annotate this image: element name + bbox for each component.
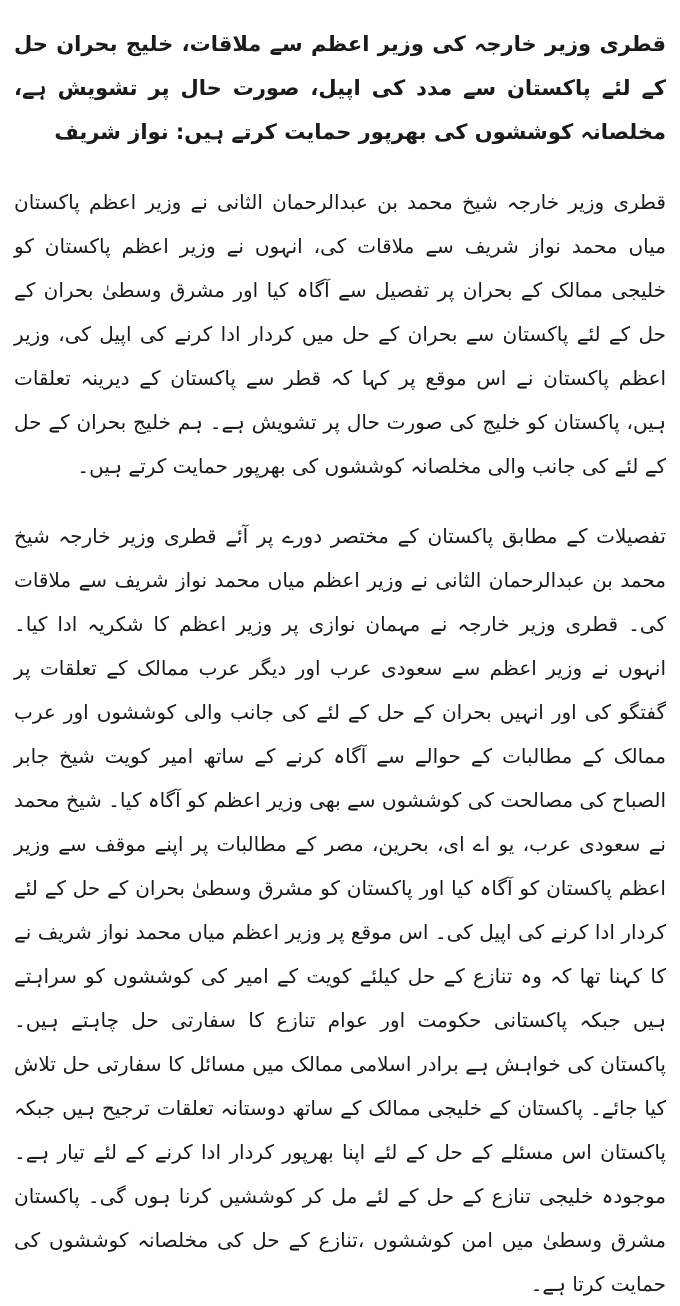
- article-headline: قطری وزیر خارجہ کی وزیر اعظم سے ملاقات، خلیج بحران حل کے لئے پاکستان سے مدد کی اپیل، صورت حال پر تشویش ہے، مخلصانہ کوششوں کی بھرپور حمایت کرتے ہیں: نواز شریف: [14, 32, 666, 144]
- article-paragraph-2: تفصیلات کے مطابق پاکستان کے مختصر دورے پر آئے قطری وزیر خارجہ شیخ محمد بن عبدالرحمان الثانی نے وزیر اعظم میاں محمد نواز شریف سے ملاقات کی۔ قطری وزیر خارجہ نے مہمان نوازی پر وزیر اعظم کا شکریہ ادا کیا۔ انہوں نے وزیر اعظم سے سعودی عرب اور دیگر عرب ممالک کے تعلقات پر گفتگو کی اور انہیں بحران کے حل کے لئے کی جانب والی کوششوں اور عرب ممالک کے مطالبات کے حوالے سے آگاہ کرنے کے ساتھ امیر کویت شیخ جابر الصباح کی مصالحت کی کوششوں سے بھی وزیر اعظم کو آگاہ کیا۔ شیخ محمد نے سعودی عرب، یو اے ای، بحرین، مصر کے مطالبات پر اپنے موقف سے وزیر اعظم پاکستان کو آگاہ کیا اور پاکستان کو مشرق وسطیٰ بحران کے حل کے لئے کردار ادا کرنے کی اپیل کی۔ اس موقع پر وزیر اعظم میاں محمد نواز شریف نے کا کہنا تھا کہ وہ تنازع کے حل کیلئے کویت کے امیر کی کوششوں کو سراہتے ہیں جبکہ پاکستانی حکومت اور عوام تنازع کا سفارتی حل چاہتے ہیں۔ پاکستان کی خواہش ہے برادر اسلامی ممالک میں مسائل کا سفارتی حل تلاش کیا جائے۔ پاکستان کے خلیجی ممالک کے ساتھ دوستانہ تعلقات ترجیح ہیں جبکہ پاکستان اس مسئلے کے حل کے لئے اپنا بھرپور کردار ادا کرنے کے لئے تیار ہے۔ موجودہ خلیجی تنازع کے حل کے لئے مل کر کوششیں کرنا ہوں گی۔ پاکستان مشرق وسطیٰ میں امن کوششوں ،تنازع کے حل کی مخلصانہ کوششوں کی حمایت کرتا ہے۔: [14, 524, 666, 1296]
- article-paragraph-1: قطری وزیر خارجہ شیخ محمد بن عبدالرحمان الثانی نے وزیر اعظم پاکستان میاں محمد نواز شریف سے ملاقات کی، انہوں نے وزیر اعظم پاکستان کو خلیجی ممالک کے بحران پر تفصیل سے آگاہ کیا اور مشرق وسطیٰ بحران کے حل کے لئے پاکستان سے بحران کے حل میں کردار ادا کرنے کی اپیل کی، وزیر اعظم پاکستان نے اس موقع پر کہا کہ قطر سے پاکستان کے دیرینہ تعلقات ہیں، پاکستان کو خلیج کی صورت حال پر تشویش ہے۔ ہم خلیج بحران کے حل کے لئے کی جانب والی مخلصانہ کوششوں کی بھرپور حمایت کرتے ہیں۔: [14, 190, 666, 478]
